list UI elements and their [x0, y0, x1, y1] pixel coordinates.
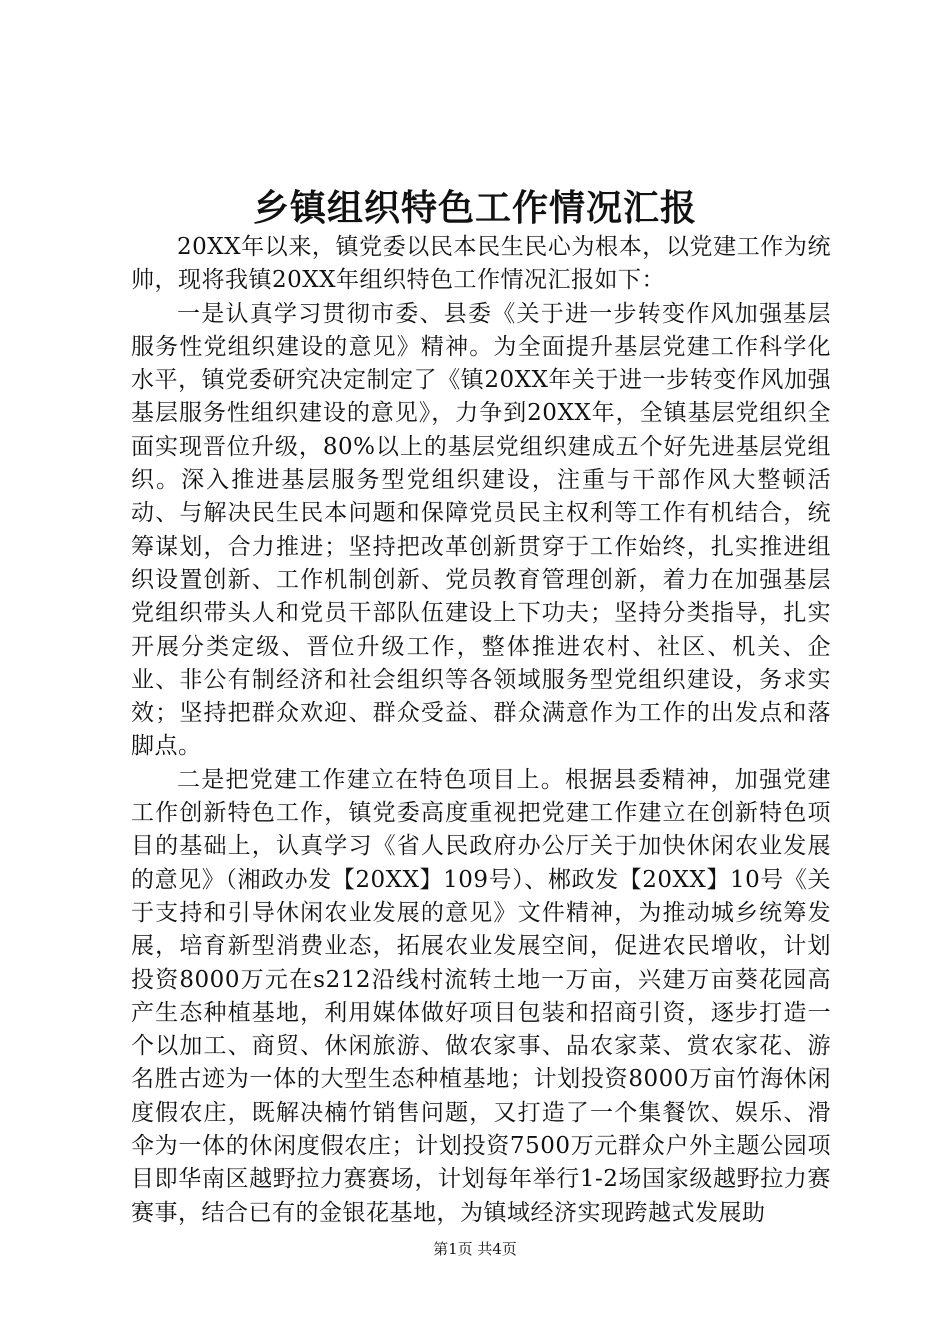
paragraph-intro: 20XX年以来，镇党委以民本民生民心为根本，以党建工作为统帅，现将我镇20XX年组织特色工作情况汇报如下：	[131, 234, 831, 294]
paragraph-two: 二是把党建工作建立在特色项目上。根据县委精神，加强党建工作创新特色工作，镇党委高度重视把党建工作建立在创新特色项目的基础上，认真学习《省人民政府办公厅关于加快休闲农业发展的意见》（湘政办发【20XX】109号）、郴政发【20XX】10号《关于支持和引导休闲农业发展的意见》文件精神，为推动城乡统筹发展，培育新型消费业态，拓展农业发展空间，促进农民增收，计划投资8000万元在s212沿线村流转土地一万亩，兴建万亩葵花园高产生态种植基地，利用媒体做好项目包装和招商引资，逐步打造一个以加工、商贸、休闲旅游、做农家事、品农家菜、赏农家花、游名胜古迹为一体的大型生态种植基地；计划投资8000万亩竹海休闲度假农庄，既解决楠竹销售问题，又打造了一个集餐饮、娱乐、滑伞为一体的休闲度假农庄；计划投资7500万元群众户外主题公园项目即华南区越野拉力赛赛场，计划每年举行1-2场国家级越野拉力赛赛事，结合已有的金银花基地，为镇域经济实现跨越式发展助	[131, 766, 831, 1226]
paragraph-one: 一是认真学习贯彻市委、县委《关于进一步转变作风加强基层服务性党组织建设的意见》精神。为全面提升基层党建工作科学化水平，镇党委研究决定制定了《镇20XX年关于进一步转变作风加强基层服务性组织建设的意见》，力争到20XX年，全镇基层党组织全面实现晋位升级，80%以上的基层党组织建成五个好先进基层党组织。深入推进基层服务型党组织建设，注重与干部作风大整顿活动、与解决民生民本问题和保障党员民主权利等工作有机结合，统筹谋划，合力推进；坚持把改革创新贯穿于工作始终，扎实推进组织设置创新、工作机制创新、党员教育管理创新，着力在加强基层党组织带头人和党员干部队伍建设上下功夫；坚持分类指导，扎实开展分类定级、晋位升级工作，整体推进农村、社区、机关、企业、非公有制经济和社会组织等各领域服务型党组织建设，务求实效；坚持把群众欢迎、群众受益、群众满意作为工作的出发点和落脚点。	[131, 300, 831, 760]
page-footer: 第1页 共4页	[433, 1240, 517, 1258]
document-title: 乡镇组织特色工作情况汇报	[252, 187, 697, 229]
document-body	[131, 231, 831, 1230]
